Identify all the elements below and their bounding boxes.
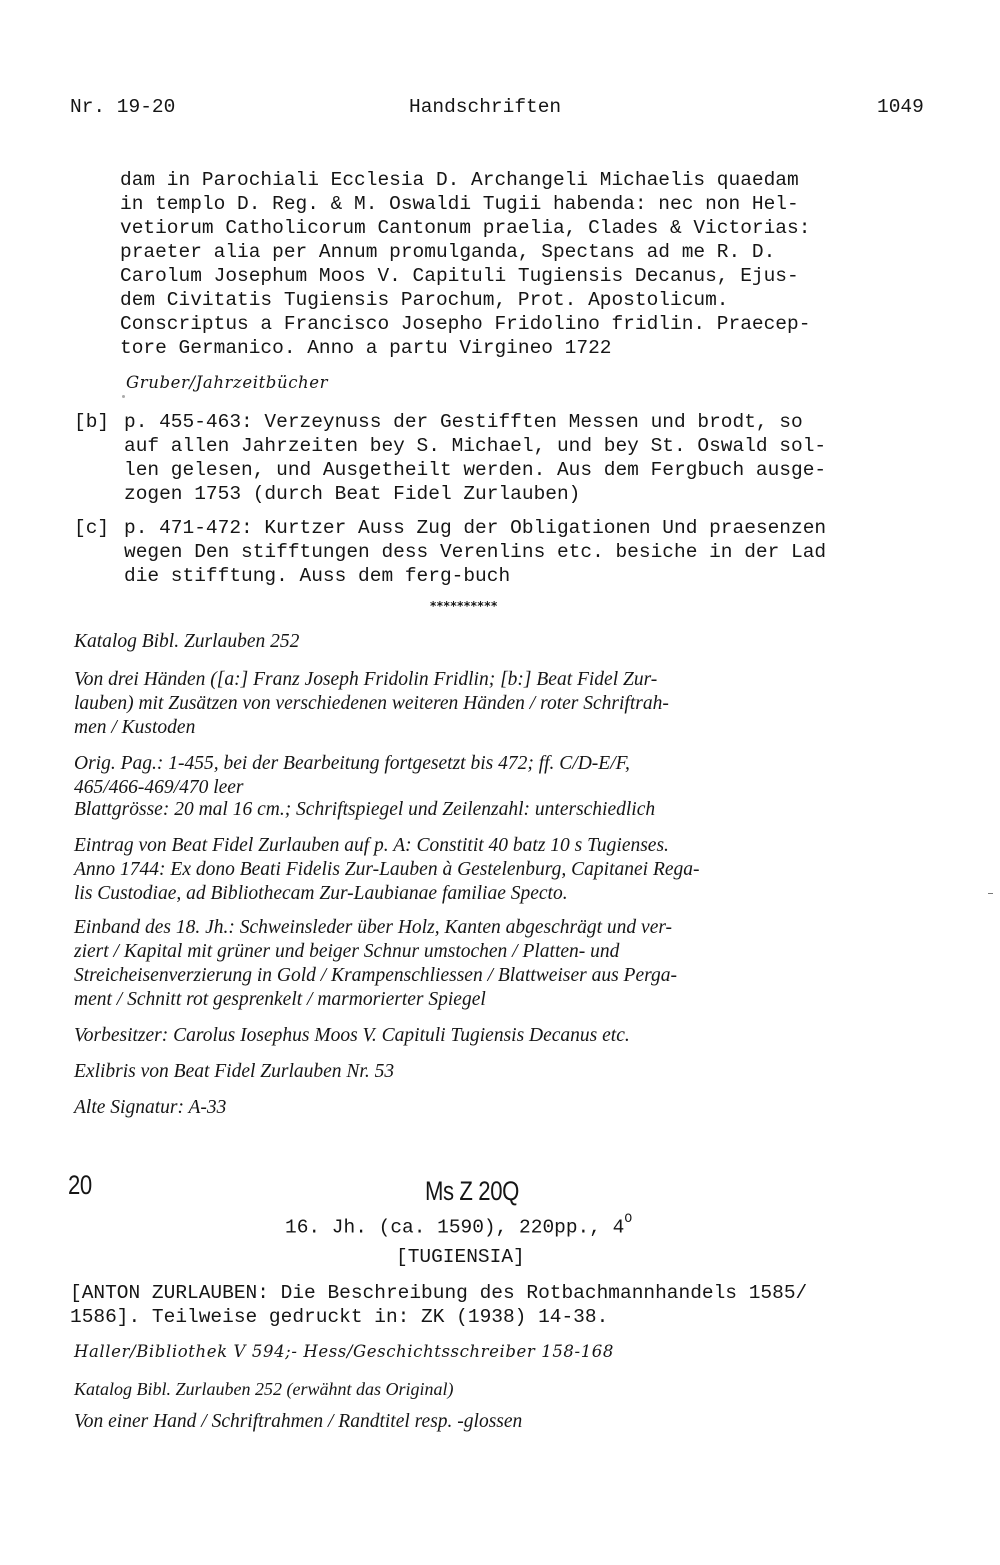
date-line — [285, 1210, 632, 1240]
text-line: Blattgrösse: 20 mal 16 cm.; Schriftspiegel und Zeilenzahl: unterschiedlich — [74, 799, 656, 820]
text-line: Einband des 18. Jh.: Schweinsleder über Holz, Kanten abgeschrägt und ver- — [74, 917, 673, 938]
text-line: len gelesen, und Ausgetheilt werden. Aus dem Fergbuch ausge- — [124, 459, 827, 481]
text-line: Streicheisenverzierung in Gold / Krampenschliessen / Blattweiser aus Perga- — [74, 965, 677, 986]
entry20-title: [TUGIENSIA] — [396, 1246, 525, 1268]
item-label: [c] — [74, 517, 110, 539]
header-section: Nr. 19-20 — [70, 96, 176, 118]
date-text: 16. Jh. (ca. 1590), 220pp., 4 — [285, 1216, 625, 1239]
hands-line: Von einer Hand / Schriftrahmen / Randtitel resp. -glossen — [74, 1411, 523, 1432]
old-signature-line: Alte Signatur: A-33 — [74, 1097, 227, 1118]
text-line: p. 455-463: Verzeynuss der Gestifften Messen und brodt, so — [124, 411, 803, 433]
text-line: dam in Parochiali Ecclesia D. Archangeli Michaelis quaedam — [120, 169, 799, 191]
text-line: ziert / Kapital mit grüner und beiger Schnur umstochen / Platten- und — [74, 941, 620, 962]
text-line: dem Civitatis Tugiensis Parochum, Prot. Apostolicum. — [120, 289, 729, 311]
text-line: die stifftung. Auss dem ferg-buch — [124, 565, 511, 587]
page-number: 1049 — [877, 96, 924, 118]
text-line: Anno 1744: Ex dono Beati Fidelis Zur-Lauben à Gestelenburg, Capitanei Rega- — [74, 859, 700, 880]
text-line: Orig. Pag.: 1-455, bei der Bearbeitung fortgesetzt bis 472; ff. C/D-E/F, — [74, 753, 630, 774]
text-line: ment / Schnitt rot gesprenkelt / marmorierter Spiegel — [74, 989, 486, 1010]
catalog-line: Katalog Bibl. Zurlauben 252 — [74, 631, 300, 652]
text-line: Eintrag von Beat Fidel Zurlauben auf p. A: Constitit 40 batz 10 s Tugienses. — [74, 835, 669, 856]
text-line: 465/466-469/470 leer — [74, 777, 244, 798]
exlibris-line: Exlibris von Beat Fidel Zurlauben Nr. 53 — [74, 1061, 395, 1082]
separator: ********** — [430, 599, 498, 613]
item-label: [b] — [74, 411, 110, 433]
format-superscript: O — [624, 1211, 633, 1226]
text-line: Conscriptus a Francisco Josepho Fridolino fridlin. Praecep- — [120, 313, 811, 335]
dot-mark — [122, 395, 125, 398]
text-line: in templo D. Reg. & M. Oswaldi Tugii habenda: nec non Hel- — [120, 193, 799, 215]
text-line: zogen 1753 (durch Beat Fidel Zurlauben) — [124, 483, 581, 505]
text-line: Von drei Händen ([a:] Franz Joseph Fridolin Fridlin; [b:] Beat Fidel Zur- — [74, 669, 658, 690]
text-line: wegen Den stifftungen dess Verenlins etc. besiche in der Lad — [124, 541, 827, 563]
reference-line: Gruber/Jahrzeitbücher — [126, 373, 329, 392]
entry-number: 20 — [68, 1170, 92, 1200]
text-line: 1586]. Teilweise gedruckt in: ZK (1938) 14-38. — [70, 1306, 609, 1328]
text-line: auf allen Jahrzeiten bey S. Michael, und bey St. Oswald sol- — [124, 435, 827, 457]
references-line: Haller/Bibliothek V 594;- Hess/Geschichtsschreiber 158-168 — [74, 1342, 614, 1361]
provenance-line: Vorbesitzer: Carolus Iosephus Moos V. Capituli Tugiensis Decanus etc. — [74, 1025, 630, 1046]
text-line: lauben) mit Zusätzen von verschiedenen weiteren Händen / roter Schriftrah- — [74, 693, 669, 714]
margin-mark — [988, 893, 993, 894]
text-line: [ANTON ZURLAUBEN: Die Beschreibung des Rotbachmannhandels 1585/ — [70, 1282, 808, 1304]
text-line: tore Germanico. Anno a partu Virgineo 1722 — [120, 337, 612, 359]
shelfmark: Ms Z 20Q — [425, 1176, 519, 1206]
text-line: Carolum Josephum Moos V. Capituli Tugiensis Decanus, Ejus- — [120, 265, 799, 287]
text-line: lis Custodiae, ad Bibliothecam Zur-Laubianae familiae Specto. — [74, 883, 568, 904]
text-line: vetiorum Catholicorum Cantonum praelia, Clades & Victorias: — [120, 217, 811, 239]
catalog-line: Katalog Bibl. Zurlauben 252 (erwähnt das Original) — [74, 1379, 454, 1399]
header-title: Handschriften — [409, 96, 562, 118]
text-line: p. 471-472: Kurtzer Auss Zug der Obligationen Und praesenzen — [124, 517, 827, 539]
text-line: men / Kustoden — [74, 717, 196, 738]
text-line: praeter alia per Annum promulganda, Spectans ad me R. D. — [120, 241, 776, 263]
